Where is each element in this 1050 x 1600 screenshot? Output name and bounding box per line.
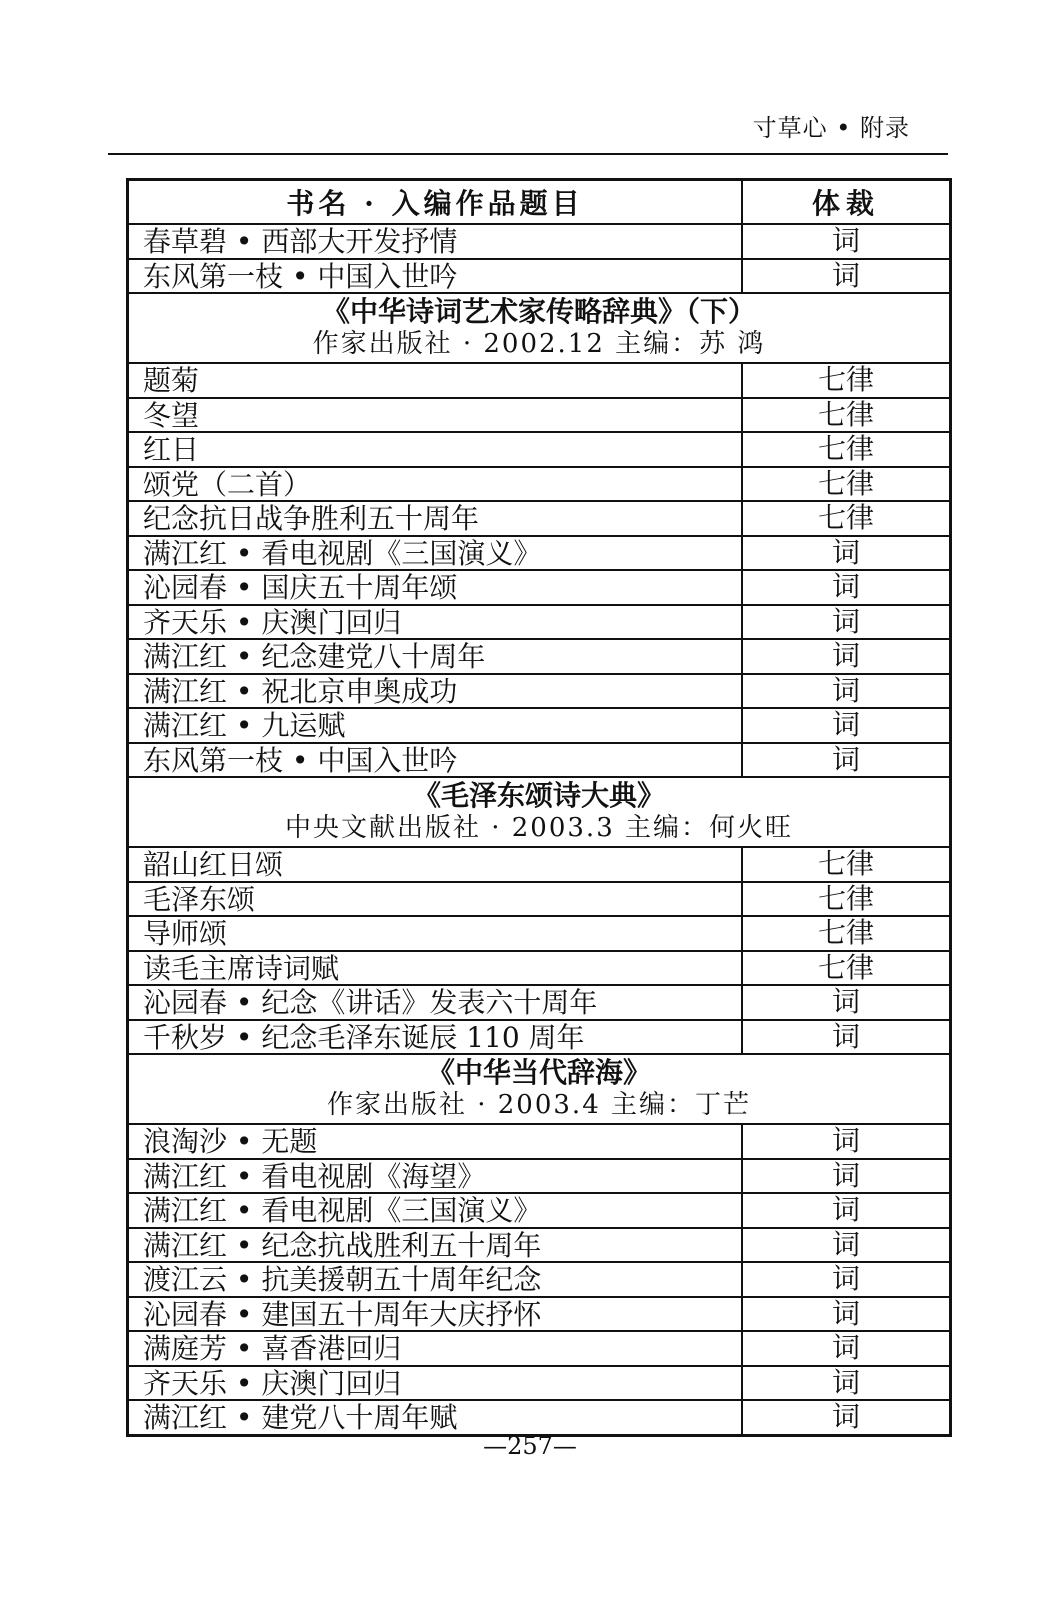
table-row bbox=[129, 1332, 949, 1367]
work-title: 颂党（二首） bbox=[129, 468, 743, 501]
page-number: —257— bbox=[483, 1432, 577, 1460]
header-rule bbox=[108, 153, 948, 155]
work-title: 沁园春 • 国庆五十周年颂 bbox=[129, 571, 743, 604]
table-row bbox=[129, 1229, 949, 1264]
work-genre: 七律 bbox=[817, 916, 874, 949]
work-title: 满江红 • 祝北京申奥成功 bbox=[129, 675, 743, 708]
work-title: 韶山红日颂 bbox=[129, 848, 743, 881]
work-genre: 词 bbox=[831, 708, 860, 741]
table-row bbox=[129, 468, 949, 503]
table-row bbox=[129, 675, 949, 710]
table-row bbox=[129, 260, 949, 295]
table-row bbox=[129, 433, 949, 468]
table-row bbox=[129, 606, 949, 641]
work-genre: 七律 bbox=[817, 847, 874, 880]
work-genre: 词 bbox=[831, 570, 860, 603]
work-title: 满江红 • 看电视剧《海望》 bbox=[129, 1160, 743, 1193]
table-row bbox=[129, 1401, 949, 1434]
work-title: 沁园春 • 纪念《讲话》发表六十周年 bbox=[129, 986, 743, 1019]
work-title: 东风第一枝 • 中国入世吟 bbox=[129, 744, 743, 777]
work-genre: 词 bbox=[831, 224, 860, 257]
table-row bbox=[129, 1263, 949, 1298]
work-genre: 词 bbox=[831, 1331, 860, 1364]
work-genre: 七律 bbox=[817, 950, 874, 984]
table-row bbox=[129, 952, 949, 987]
work-genre: 词 bbox=[831, 1296, 860, 1330]
work-title: 满江红 • 建党八十周年赋 bbox=[129, 1401, 743, 1434]
works-table bbox=[126, 178, 952, 1437]
section-publisher-info: 作家出版社 · 2002.12 主编：苏 鸿 bbox=[312, 329, 766, 359]
table-row bbox=[129, 744, 949, 779]
header-genre: 体裁 bbox=[811, 187, 880, 220]
section-heading bbox=[129, 1055, 949, 1125]
work-genre: 七律 bbox=[817, 501, 874, 534]
section-book-title: 《毛泽东颂诗大典》 bbox=[412, 779, 665, 812]
work-title: 春草碧 • 西部大开发抒情 bbox=[129, 225, 743, 258]
work-title: 导师颂 bbox=[129, 917, 743, 950]
work-genre: 词 bbox=[831, 1227, 860, 1261]
work-title: 浪淘沙 • 无题 bbox=[129, 1125, 743, 1158]
work-title: 冬望 bbox=[129, 399, 743, 432]
work-genre: 词 bbox=[831, 985, 860, 1018]
table-row bbox=[129, 917, 949, 952]
table-row bbox=[129, 502, 949, 537]
work-genre: 七律 bbox=[817, 432, 874, 465]
table-row bbox=[129, 1125, 949, 1160]
work-genre: 词 bbox=[831, 1158, 860, 1192]
work-genre: 词 bbox=[831, 604, 860, 638]
table-row bbox=[129, 986, 949, 1021]
table-row bbox=[129, 1021, 949, 1056]
work-title: 读毛主席诗词赋 bbox=[129, 952, 743, 985]
table-row bbox=[129, 571, 949, 606]
section-publisher-info: 中央文献出版社 · 2003.3 主编：何火旺 bbox=[284, 813, 794, 843]
table-row bbox=[129, 537, 949, 572]
work-genre: 词 bbox=[831, 1365, 860, 1399]
work-title: 渡江云 • 抗美援朝五十周年纪念 bbox=[129, 1263, 743, 1296]
table-row bbox=[129, 364, 949, 399]
table-row bbox=[129, 1367, 949, 1402]
work-title: 齐天乐 • 庆澳门回归 bbox=[129, 606, 743, 639]
work-genre: 词 bbox=[831, 639, 860, 672]
work-title: 毛泽东颂 bbox=[129, 883, 743, 916]
table-row bbox=[129, 1160, 949, 1195]
work-title: 满庭芳 • 喜香港回归 bbox=[129, 1332, 743, 1365]
work-genre: 七律 bbox=[817, 363, 874, 396]
header-title: 书名 · 入编作品题目 bbox=[129, 181, 743, 223]
running-header: 寸草心 • 附录 bbox=[752, 114, 910, 142]
work-genre: 词 bbox=[831, 673, 860, 707]
work-title: 满江红 • 看电视剧《三国演义》 bbox=[129, 1194, 743, 1227]
table-body bbox=[129, 225, 949, 1434]
section-publisher-info: 作家出版社 · 2003.4 主编：丁芒 bbox=[326, 1090, 752, 1120]
work-genre: 词 bbox=[831, 1019, 860, 1053]
work-genre: 词 bbox=[831, 1124, 860, 1157]
work-title: 满江红 • 看电视剧《三国演义》 bbox=[129, 537, 743, 570]
work-title: 纪念抗日战争胜利五十周年 bbox=[129, 502, 743, 535]
work-title: 千秋岁 • 纪念毛泽东诞辰 110 周年 bbox=[129, 1021, 743, 1054]
table-row bbox=[129, 848, 949, 883]
work-genre: 词 bbox=[831, 1400, 860, 1433]
work-genre: 词 bbox=[831, 742, 860, 776]
work-title: 满江红 • 九运赋 bbox=[129, 709, 743, 742]
work-title: 满江红 • 纪念建党八十周年 bbox=[129, 640, 743, 673]
work-genre: 七律 bbox=[817, 881, 874, 915]
section-book-title: 《中华诗词艺术家传略辞典》（下） bbox=[321, 295, 756, 328]
section-heading bbox=[129, 294, 949, 364]
table-row bbox=[129, 399, 949, 434]
table-row bbox=[129, 225, 949, 260]
table-row bbox=[129, 709, 949, 744]
work-genre: 词 bbox=[831, 258, 860, 292]
table-row bbox=[129, 1194, 949, 1229]
work-genre: 词 bbox=[831, 1193, 860, 1226]
work-title: 沁园春 • 建国五十周年大庆抒怀 bbox=[129, 1298, 743, 1331]
work-title: 齐天乐 • 庆澳门回归 bbox=[129, 1367, 743, 1400]
table-header-row bbox=[129, 181, 949, 225]
work-genre: 七律 bbox=[817, 466, 874, 500]
table-row bbox=[129, 1298, 949, 1333]
work-genre: 七律 bbox=[817, 397, 874, 431]
work-genre: 词 bbox=[831, 1262, 860, 1295]
section-book-title: 《中华当代辞海》 bbox=[426, 1056, 651, 1089]
work-genre: 词 bbox=[831, 535, 860, 569]
section-heading bbox=[129, 778, 949, 848]
table-row bbox=[129, 640, 949, 675]
table-row bbox=[129, 883, 949, 918]
work-title: 红日 bbox=[129, 433, 743, 466]
work-title: 满江红 • 纪念抗战胜利五十周年 bbox=[129, 1229, 743, 1262]
work-title: 题菊 bbox=[129, 364, 743, 397]
work-title: 东风第一枝 • 中国入世吟 bbox=[129, 260, 743, 293]
